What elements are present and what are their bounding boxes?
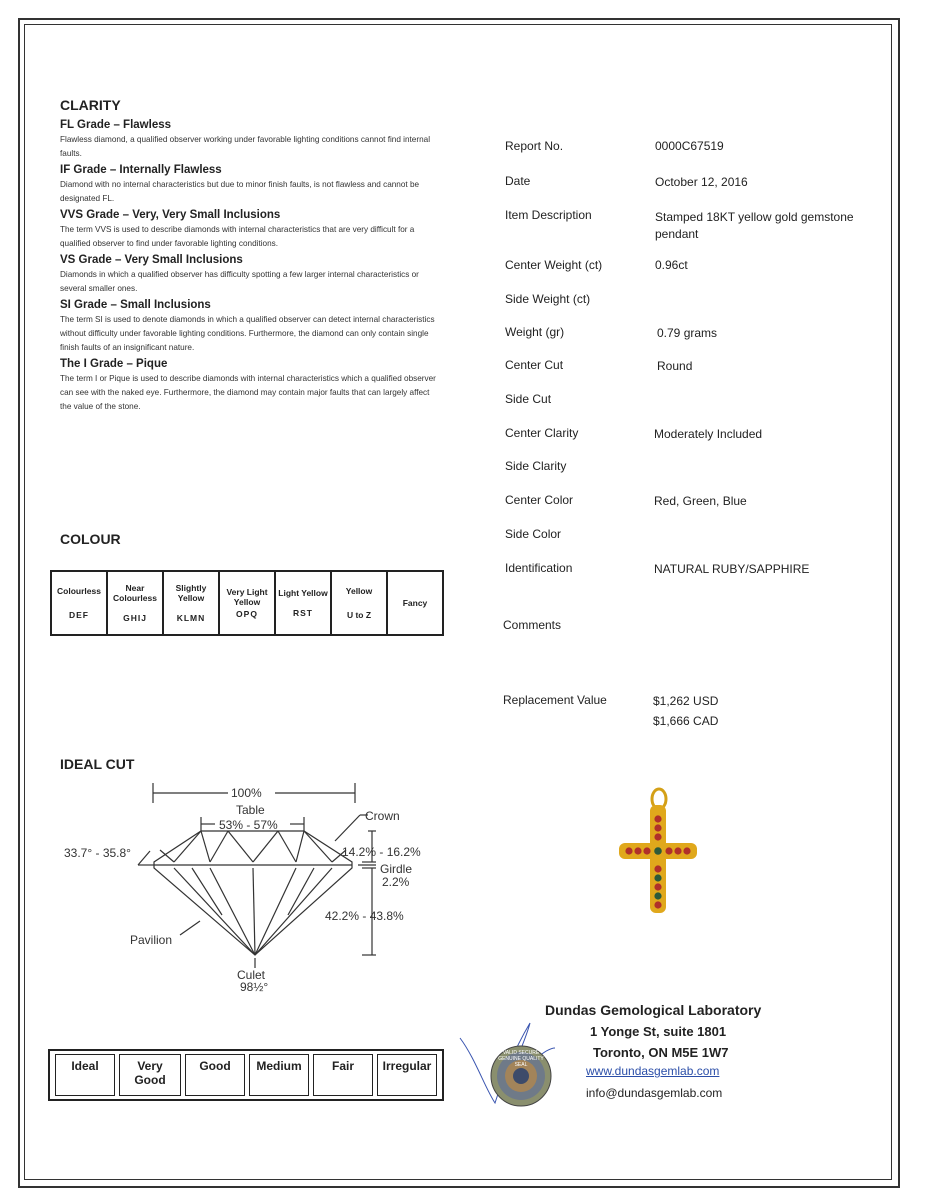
colour-cell-near-colourless: Near Colourless GHIJ bbox=[107, 571, 163, 635]
center-cut-value: Round bbox=[657, 359, 693, 373]
report-no-value: 0000C67519 bbox=[655, 139, 724, 153]
ideal-cut-title: IDEAL CUT bbox=[60, 756, 135, 772]
colour-cell-light-yellow: Light Yellow RST bbox=[275, 571, 331, 635]
grade-title-fl: FL Grade – Flawless bbox=[60, 119, 172, 131]
grade-title-si: SI Grade – Small Inclusions bbox=[60, 299, 211, 311]
comments-label: Comments bbox=[503, 618, 562, 632]
grade-desc-vvs: The term VVS is used to describe diamonds with internal characteristics that are very difficult for a qualified observer to find under favorable lighting conditions. bbox=[60, 225, 415, 248]
report-no-label: Report No. bbox=[505, 139, 564, 153]
cut-grade-ideal: Ideal bbox=[55, 1054, 115, 1096]
cut-grade-very-good: Very Good bbox=[119, 1054, 181, 1096]
lab-address-1: 1 Yonge St, suite 1801 bbox=[590, 1024, 727, 1039]
label-pavilion-depth: 42.2% - 43.8% bbox=[325, 909, 404, 923]
grade-desc-fl: Flawless diamond, a qualified observer working under favorable lighting conditions cannot find internal faults. bbox=[60, 135, 431, 158]
colour-scale-table bbox=[50, 570, 444, 636]
replacement-value-usd: $1,262 USD bbox=[653, 694, 719, 708]
date-label: Date bbox=[505, 174, 531, 188]
label-crown-angle: 33.7° - 35.8° bbox=[64, 846, 131, 860]
center-color-value: Red, Green, Blue bbox=[654, 494, 747, 508]
cut-grade-medium: Medium bbox=[249, 1054, 309, 1096]
identification-label: Identification bbox=[505, 561, 573, 575]
diamond-diagram bbox=[50, 775, 430, 1000]
item-description-label: Item Description bbox=[505, 208, 592, 222]
clarity-title: CLARITY bbox=[60, 97, 121, 113]
colour-title: COLOUR bbox=[60, 531, 121, 547]
side-cut-label: Side Cut bbox=[505, 392, 552, 406]
seal-text: VALID SECURE GENUINE QUALITY SEAL bbox=[498, 1050, 544, 1068]
lab-website-link[interactable]: www.dundasgemlab.com bbox=[586, 1064, 720, 1078]
label-culet-value: 98½° bbox=[240, 980, 269, 994]
replacement-value-label: Replacement Value bbox=[503, 693, 607, 707]
center-cut-label: Center Cut bbox=[505, 358, 564, 372]
label-pavilion: Pavilion bbox=[130, 933, 173, 947]
grade-title-vs: VS Grade – Very Small Inclusions bbox=[60, 254, 243, 266]
center-weight-value: 0.96ct bbox=[655, 258, 688, 272]
grade-title-i: The I Grade – Pique bbox=[60, 358, 168, 370]
weight-label: Weight (gr) bbox=[505, 325, 565, 339]
identification-value: NATURAL RUBY/SAPPHIRE bbox=[654, 562, 810, 576]
colour-cell-very-light-yellow: Very Light Yellow OPQ bbox=[219, 571, 275, 635]
label-culet: Culet bbox=[237, 968, 266, 982]
center-clarity-value: Moderately Included bbox=[654, 427, 763, 441]
cut-grade-fair: Fair bbox=[313, 1054, 373, 1096]
side-color-label: Side Color bbox=[505, 527, 562, 541]
lab-email: info@dundasgemlab.com bbox=[586, 1086, 723, 1100]
center-weight-label: Center Weight (ct) bbox=[505, 258, 603, 272]
colour-cell-colourless: Colourless DEF bbox=[51, 571, 107, 635]
grade-title-if: IF Grade – Internally Flawless bbox=[60, 164, 222, 176]
lab-address-2: Toronto, ON M5E 1W7 bbox=[593, 1045, 729, 1060]
colour-cell-yellow: Yellow U to Z bbox=[331, 571, 387, 635]
label-table-range: 53% - 57% bbox=[219, 818, 278, 832]
replacement-value-cad: $1,666 CAD bbox=[653, 714, 719, 728]
cut-grade-good: Good bbox=[185, 1054, 245, 1096]
center-color-label: Center Color bbox=[505, 493, 574, 507]
weight-value: 0.79 grams bbox=[657, 326, 718, 340]
date-value: October 12, 2016 bbox=[655, 175, 748, 189]
colour-cell-fancy: Fancy bbox=[387, 571, 443, 635]
label-girdle-value: 2.2% bbox=[382, 875, 410, 889]
center-clarity-label: Center Clarity bbox=[505, 426, 579, 440]
pendant-image bbox=[605, 785, 705, 930]
label-girdle: Girdle bbox=[380, 862, 413, 876]
lab-name: Dundas Gemological Laboratory bbox=[545, 1002, 762, 1018]
side-weight-label: Side Weight (ct) bbox=[505, 292, 591, 306]
side-clarity-label: Side Clarity bbox=[505, 459, 567, 473]
label-table: Table bbox=[236, 803, 265, 817]
grade-desc-i: The term I or Pique is used to describe diamonds with internal characteristics which a qualified observer can see with the naked eye. Furthermore, the diamond may contain major faults that can largely affect the value of the stone. bbox=[60, 374, 436, 411]
label-crown: Crown bbox=[365, 809, 400, 823]
grade-desc-si: The term SI is used to denote diamonds in which a qualified observer can detect internal characteristics without difficulty under favorable lighting conditions. Furthermore, the diamond can only contain single finish faults of an insignificant nature. bbox=[60, 315, 435, 352]
item-description-value: Stamped 18KT yellow gold gemstone pendant bbox=[655, 210, 854, 241]
grade-desc-if: Diamond with no internal characteristics but due to minor finish faults, is not flawless and cannot be designated FL. bbox=[60, 180, 420, 203]
colour-cell-slightly-yellow: Slightly Yellow KLMN bbox=[163, 571, 219, 635]
label-total: 100% bbox=[231, 786, 262, 800]
grade-desc-vs: Diamonds in which a qualified observer has difficulty spotting a few larger internal characteristics or several smaller ones. bbox=[60, 270, 419, 293]
label-crown-height: 14.2% - 16.2% bbox=[342, 845, 421, 859]
clarity-section bbox=[60, 97, 440, 414]
cut-grade-table bbox=[48, 1049, 444, 1101]
grade-title-vvs: VVS Grade – Very, Very Small Inclusions bbox=[60, 209, 281, 221]
cut-grade-irregular: Irregular bbox=[377, 1054, 437, 1096]
